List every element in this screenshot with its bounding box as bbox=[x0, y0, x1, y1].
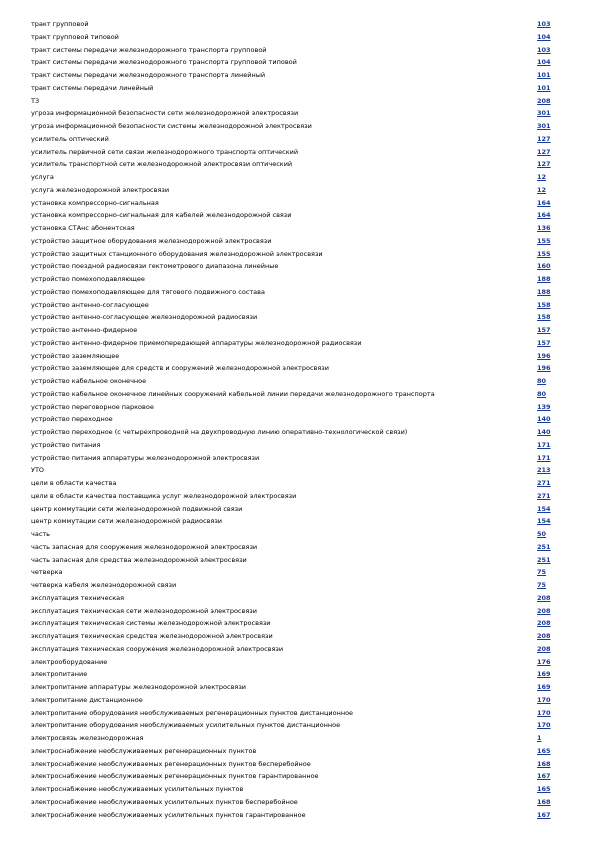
index-page-link[interactable]: 188 bbox=[537, 275, 551, 283]
index-entry bbox=[31, 209, 561, 222]
index-term: угроза информационной безопасности системы железнодорожной электросвязи bbox=[31, 122, 312, 130]
index-page-link[interactable]: 208 bbox=[537, 632, 551, 640]
index-entry bbox=[31, 490, 561, 503]
index-page-link[interactable]: 164 bbox=[537, 211, 551, 220]
index-term: угроза информационной безопасности сети железнодорожной электросвязи bbox=[31, 109, 299, 118]
index-entry bbox=[31, 375, 561, 388]
index-page-link[interactable]: 140 bbox=[537, 415, 551, 424]
index-page-link[interactable]: 154 bbox=[537, 517, 551, 526]
index-term: усилитель оптический bbox=[31, 134, 109, 143]
index-term: усилитель первичной сети связи железнодорожного транспорта оптический bbox=[31, 147, 299, 156]
index-entry bbox=[31, 82, 561, 95]
index-term: устройство антенно-согласующее железнодорожной радиосвязи bbox=[31, 313, 258, 322]
index-page-link[interactable]: 75 bbox=[537, 568, 547, 577]
index-entry bbox=[31, 248, 561, 261]
index-page-link[interactable]: 171 bbox=[537, 440, 551, 449]
index-term: услуга железнодорожной электросвязи bbox=[31, 185, 170, 194]
index-page-link[interactable]: 188 bbox=[537, 287, 551, 296]
index-page-link[interactable]: 169 bbox=[537, 670, 551, 679]
index-page-link[interactable]: 157 bbox=[537, 338, 551, 347]
index-entry bbox=[31, 184, 561, 197]
index-page-link[interactable]: 208 bbox=[537, 619, 551, 628]
index-entry bbox=[31, 770, 561, 783]
index-page-link[interactable]: 136 bbox=[537, 224, 551, 232]
index-entry bbox=[31, 260, 561, 273]
index-term: электроснабжение необслуживаемых усилительных пунктов бесперебойное bbox=[31, 797, 298, 806]
index-page-link[interactable]: 101 bbox=[537, 71, 551, 79]
index-term: тракт групповой bbox=[31, 20, 89, 28]
index-term: эксплуатация техническая сооружения железнодорожной электросвязи bbox=[31, 644, 284, 653]
index-page-link[interactable]: 1 bbox=[537, 734, 542, 742]
index-page-link[interactable]: 301 bbox=[537, 109, 551, 118]
index-term: электропитание оборудования необслуживаемых регенерационных пунктов дистанционное bbox=[31, 708, 354, 717]
index-page-link[interactable]: 170 bbox=[537, 708, 551, 717]
index-entry bbox=[31, 235, 561, 248]
index-page-link[interactable]: 127 bbox=[537, 134, 551, 143]
index-page-link[interactable]: 157 bbox=[537, 326, 551, 334]
index-term: УТО bbox=[31, 466, 45, 475]
index-page-link[interactable]: 208 bbox=[537, 606, 551, 615]
index-entry bbox=[31, 299, 561, 312]
index-term: устройство переходное (с четырехпроводной на двухпроводную линию оперативно-технологической связи) bbox=[31, 428, 408, 436]
index-page-link[interactable]: 101 bbox=[537, 83, 551, 92]
index-term: цели в области качества поставщика услуг железнодорожной электросвязи bbox=[31, 491, 297, 500]
index-entry bbox=[31, 120, 561, 133]
index-page-link[interactable]: 170 bbox=[537, 695, 551, 704]
index-page-link[interactable]: 103 bbox=[537, 20, 551, 28]
index-page-link[interactable]: 139 bbox=[537, 402, 551, 411]
index-term: услуга bbox=[31, 173, 54, 181]
index-page-link[interactable]: 164 bbox=[537, 198, 551, 207]
index-page-link[interactable]: 169 bbox=[537, 683, 551, 691]
index-term: электропитание дистанционное bbox=[31, 695, 143, 704]
index-entry bbox=[31, 69, 561, 82]
index-term: устройство защитное оборудования железнодорожной электросвязи bbox=[31, 236, 272, 245]
index-entry bbox=[31, 477, 561, 490]
index-page-link[interactable]: 196 bbox=[537, 351, 551, 360]
index-page-link[interactable]: 271 bbox=[537, 491, 551, 500]
index-term: ТЗ bbox=[31, 96, 40, 105]
index-entry bbox=[31, 311, 561, 324]
index-page-link[interactable]: 167 bbox=[537, 810, 551, 819]
index-page-link[interactable]: 80 bbox=[537, 377, 547, 385]
index-term: установка СТАнс абонентская bbox=[31, 224, 135, 232]
index-entry bbox=[31, 350, 561, 363]
index-entry bbox=[31, 528, 561, 541]
index-page-link[interactable]: 50 bbox=[537, 530, 547, 538]
index-entry bbox=[31, 158, 561, 171]
index-term: тракт системы передачи линейный bbox=[31, 83, 154, 92]
index-entry bbox=[31, 171, 561, 184]
index-entry bbox=[31, 694, 561, 707]
index-term: устройство поездной радиосвязи гектометрового диапазона линейные bbox=[31, 262, 279, 271]
index-term: четверка кабеля железнодорожной связи bbox=[31, 581, 177, 589]
index-entry bbox=[31, 222, 561, 235]
index-entry bbox=[31, 388, 561, 401]
index-page-link[interactable]: 127 bbox=[537, 147, 551, 156]
index-term: устройство помехоподавляющее bbox=[31, 275, 145, 283]
index-entry bbox=[31, 745, 561, 758]
index-entry bbox=[31, 286, 561, 299]
index-term: эксплуатация техническая сети железнодорожной электросвязи bbox=[31, 606, 257, 615]
index-term: усилитель транспортной сети железнодорожной электросвязи оптический bbox=[31, 160, 293, 169]
index-term: электроснабжение необслуживаемых усилительных пунктов bbox=[31, 785, 244, 793]
index-page-link[interactable]: 165 bbox=[537, 785, 551, 793]
index-entry bbox=[31, 133, 561, 146]
index-term: эксплуатация техническая bbox=[31, 593, 125, 602]
index-term: электроснабжение необслуживаемых регенерационных пунктов гарантированное bbox=[31, 772, 319, 781]
index-page-link[interactable]: 12 bbox=[537, 185, 547, 194]
index-page-link[interactable]: 160 bbox=[537, 262, 551, 271]
index-term: часть запасная для средства железнодорожной электросвязи bbox=[31, 555, 247, 564]
index-entry bbox=[31, 554, 561, 567]
index-entry bbox=[31, 809, 561, 822]
index-entry bbox=[31, 452, 561, 465]
index-page-link[interactable]: 165 bbox=[537, 746, 551, 755]
index-entry bbox=[31, 107, 561, 120]
index-term: часть запасная для сооружения железнодорожной электросвязи bbox=[31, 542, 258, 551]
index-page-link[interactable]: 104 bbox=[537, 58, 551, 67]
index-page-link[interactable]: 140 bbox=[537, 428, 551, 436]
index-term: часть bbox=[31, 530, 51, 538]
index-term: устройство кабельное оконечное bbox=[31, 377, 147, 385]
index-entry bbox=[31, 362, 561, 375]
index-page-link[interactable]: 127 bbox=[537, 160, 551, 169]
index-page-link[interactable]: 158 bbox=[537, 300, 551, 309]
index-page-link[interactable]: 208 bbox=[537, 593, 551, 602]
index-entry bbox=[31, 668, 561, 681]
index-term: электроснабжение необслуживаемых усилительных пунктов гарантированное bbox=[31, 810, 306, 819]
index-page-link[interactable]: 80 bbox=[537, 389, 547, 398]
index-entry bbox=[31, 617, 561, 630]
index-page-link[interactable]: 271 bbox=[537, 479, 551, 487]
index-term: центр коммутации сети железнодорожной радиосвязи bbox=[31, 517, 223, 526]
index-term: устройство питания bbox=[31, 440, 101, 449]
index-page-link[interactable]: 168 bbox=[537, 759, 551, 768]
index-page-link[interactable]: 167 bbox=[537, 772, 551, 781]
index-entry bbox=[31, 783, 561, 796]
index-term: установка компрессорно-сигнальная для кабелей железнодорожной связи bbox=[31, 211, 292, 220]
index-term: тракт системы передачи железнодорожного транспорта линейный bbox=[31, 71, 266, 79]
index-page-link[interactable]: 251 bbox=[537, 542, 551, 551]
index-entry bbox=[31, 707, 561, 720]
index-term: электропитание bbox=[31, 670, 88, 679]
index-entry bbox=[31, 643, 561, 656]
index-term: четверка bbox=[31, 568, 63, 577]
index-page-link[interactable]: 171 bbox=[537, 453, 551, 462]
index-term: устройство антенно-фидерное приемопередающей аппаратуры железнодорожной радиосвязи bbox=[31, 338, 362, 347]
index-entry bbox=[31, 18, 561, 31]
index-entry bbox=[31, 719, 561, 732]
index-entry bbox=[31, 426, 561, 439]
index-entry bbox=[31, 515, 561, 528]
index-page-link[interactable]: 301 bbox=[537, 122, 551, 130]
index-entry bbox=[31, 579, 561, 592]
index-page-link[interactable]: 75 bbox=[537, 581, 547, 589]
index-term: устройство заземляющее для средств и сооружений железнодорожной электросвязи bbox=[31, 364, 329, 373]
index-page-link[interactable]: 154 bbox=[537, 504, 551, 513]
index-term: устройство переходное bbox=[31, 415, 113, 424]
index-term: электроснабжение необслуживаемых регенерационных пунктов bbox=[31, 746, 257, 755]
index-entry bbox=[31, 31, 561, 44]
index-term: цели в области качества bbox=[31, 479, 117, 487]
index-term: устройство антенно-фидерное bbox=[31, 326, 138, 334]
index-term: электросвязь железнодорожная bbox=[31, 734, 144, 742]
index-page-link[interactable]: 213 bbox=[537, 466, 551, 475]
index-entry bbox=[31, 656, 561, 669]
index-term: электропитание аппаратуры железнодорожной электросвязи bbox=[31, 683, 247, 691]
index-entry bbox=[31, 95, 561, 108]
index-page-link[interactable]: 155 bbox=[537, 236, 551, 245]
index-term: тракт системы передачи железнодорожного транспорта групповой bbox=[31, 45, 267, 54]
index-page-link[interactable]: 208 bbox=[537, 644, 551, 653]
index-term: электропитание оборудования необслуживаемых усилительных пунктов дистанционное bbox=[31, 721, 341, 730]
index-term: устройство кабельное оконечное линейных сооружений кабельной линии передачи железнодорожного транспорта bbox=[31, 389, 435, 398]
index-page-link[interactable]: 168 bbox=[537, 797, 551, 806]
index-entry bbox=[31, 197, 561, 210]
index-entry bbox=[31, 605, 561, 618]
index-entry bbox=[31, 503, 561, 516]
index-entry bbox=[31, 44, 561, 57]
index-term: электроснабжение необслуживаемых регенерационных пунктов бесперебойное bbox=[31, 759, 311, 768]
index-entry bbox=[31, 146, 561, 159]
index-term: устройство заземляющее bbox=[31, 351, 120, 360]
alphabetical-index bbox=[31, 18, 561, 821]
index-term: эксплуатация техническая средства железнодорожной электросвязи bbox=[31, 632, 273, 640]
index-page-link[interactable]: 12 bbox=[537, 173, 547, 181]
index-entry bbox=[31, 324, 561, 337]
index-entry bbox=[31, 592, 561, 605]
index-page-link[interactable]: 196 bbox=[537, 364, 551, 373]
index-term: устройство защитных станционного оборудования железнодорожной электросвязи bbox=[31, 249, 323, 258]
index-term: тракт групповой типовой bbox=[31, 32, 119, 41]
index-term: устройство антенно-согласующее bbox=[31, 300, 149, 309]
index-entry bbox=[31, 413, 561, 426]
index-entry bbox=[31, 732, 561, 745]
index-term: устройство помехоподавляющее для тягового подвижного состава bbox=[31, 287, 265, 296]
index-entry bbox=[31, 439, 561, 452]
index-entry bbox=[31, 56, 561, 69]
index-term: эксплуатация техническая системы железнодорожной электросвязи bbox=[31, 619, 271, 628]
index-page-link[interactable]: 208 bbox=[537, 96, 551, 105]
index-entry bbox=[31, 796, 561, 809]
index-term: установка компрессорно-сигнальная bbox=[31, 198, 159, 207]
index-page-link[interactable]: 104 bbox=[537, 32, 551, 41]
index-entry bbox=[31, 758, 561, 771]
index-page-link[interactable]: 155 bbox=[537, 249, 551, 258]
index-entry bbox=[31, 401, 561, 414]
index-page-link[interactable]: 158 bbox=[537, 313, 551, 322]
index-page-link[interactable]: 170 bbox=[537, 721, 551, 730]
index-entry bbox=[31, 464, 561, 477]
index-entry bbox=[31, 337, 561, 350]
index-term: центр коммутации сети железнодорожной подвижной связи bbox=[31, 504, 243, 513]
index-entry bbox=[31, 541, 561, 554]
index-term: тракт системы передачи железнодорожного транспорта групповой типовой bbox=[31, 58, 297, 67]
index-term: устройство питания аппаратуры железнодорожной электросвязи bbox=[31, 453, 260, 462]
index-term: устройство переговорное парковое bbox=[31, 402, 154, 411]
index-entry bbox=[31, 681, 561, 694]
index-entry bbox=[31, 273, 561, 286]
index-entry bbox=[31, 630, 561, 643]
index-page-link[interactable]: 251 bbox=[537, 555, 551, 564]
index-term: электрооборудование bbox=[31, 657, 108, 666]
index-page-link[interactable]: 176 bbox=[537, 657, 551, 666]
index-entry bbox=[31, 566, 561, 579]
index-page-link[interactable]: 103 bbox=[537, 45, 551, 54]
